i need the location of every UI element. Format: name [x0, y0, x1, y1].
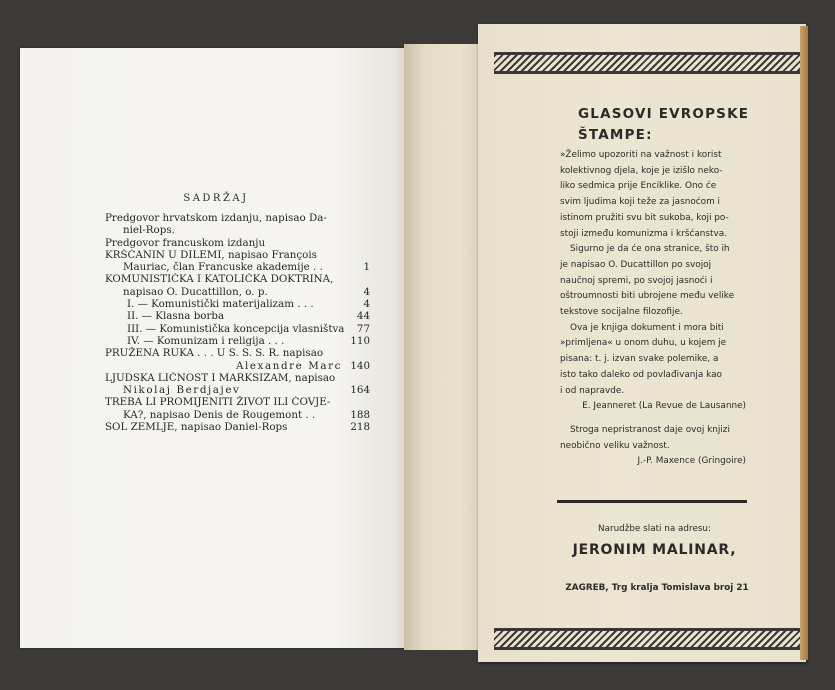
toc-row: napisao O. Ducattillon, o. p. 4: [123, 285, 370, 298]
divider: [557, 500, 747, 503]
paper-flap: [404, 44, 484, 650]
top-wave-border: [494, 52, 800, 74]
toc-row: I. — Komunistički materijalizam . . . 4: [127, 298, 370, 311]
publisher-address: ZAGREB, Trg kralja Tomislava broj 21: [565, 583, 749, 593]
toc-row: III. — Komunistička koncepcija vlasništva 77: [127, 322, 370, 335]
toc-row: Predgovor francuskom izdanju: [105, 236, 266, 249]
cover-edge: [800, 26, 808, 660]
toc-row: PRUŽENA RUKA . . . U S. S. S. R. napisao: [105, 347, 324, 360]
toc-row: KA?, napisao Denis de Rougemont . . 188: [123, 408, 370, 421]
publisher-name: JERONIM MALINAR,: [572, 542, 737, 558]
bottom-wave-border: [494, 628, 800, 650]
cover-title: GLASOVI EVROPSKE ŠTAMPE:: [578, 106, 750, 143]
toc-row: IV. — Komunizam i religija . . . 110: [127, 334, 370, 347]
toc-row: LJUDSKA LIČNOST I MARKSIZAM, napisao: [105, 371, 336, 384]
order-label: Narudžbe slati na adresu:: [598, 524, 711, 534]
toc-row: Mauriac, član Francuske akademije . . 1: [123, 261, 370, 274]
toc-row: TREBA LI PROMIJENITI ŽIVOT ILI ČOVJE-: [105, 396, 331, 409]
toc-row: KRŠĆANIN U DILEMI, napisao François: [105, 248, 317, 261]
toc-row: SOL ZEMLJE, napisao Daniel-Rops 218: [105, 421, 370, 434]
toc-row: KOMUNISTIČKA I KATOLIČKA DOKTRINA,: [105, 273, 334, 286]
toc-row: II. — Klasna borba 44: [127, 310, 370, 323]
quote-source: J.-P. Maxence (Gringoire): [637, 456, 746, 467]
quote-source: E. Jeanneret (La Revue de Lausanne): [582, 401, 746, 412]
toc-row: Alexandre Marc 140: [235, 359, 370, 372]
press-quotes: »Želimo upozoriti na važnost i korist kolektivnog djela, koje je izišlo neko- liko sedmica prije Enciklike. Ono će svim ljudima koji teže za jasnoćom i istinom pružiti svu bit sukoba, koji po- stoji između komunizma i kršćanstva. Sigurno je da će ona stranice, što ih je napisao O. Ducattillon po svojoj naučnoj spremi, po svojoj jasnoći i oštroumnosti biti ubrojene među velike tekstove socijalne filozofije. Ova je knjiga dokument i mora biti »primljena« u onom duhu, u kojem je pisana: t. j. izvan svake polemike, a isto tako daleko od povlađivanja kao i od napravde. E. Jeanneret (La Revue de Lausanne) Stroga nepristranost daje ovoj knjizi neobično veliku važnost. J.-P. Maxence (Gringoire): [560, 148, 746, 470]
toc-title: SADRŽAJ: [183, 193, 249, 204]
toc-row: Predgovor hrvatskom izdanju, napisao Da-: [105, 212, 327, 224]
toc-row: Nikolaj Berdjajev 164: [123, 384, 370, 397]
table-of-contents: [105, 212, 370, 433]
toc-row: niel-Rops.: [123, 224, 175, 237]
